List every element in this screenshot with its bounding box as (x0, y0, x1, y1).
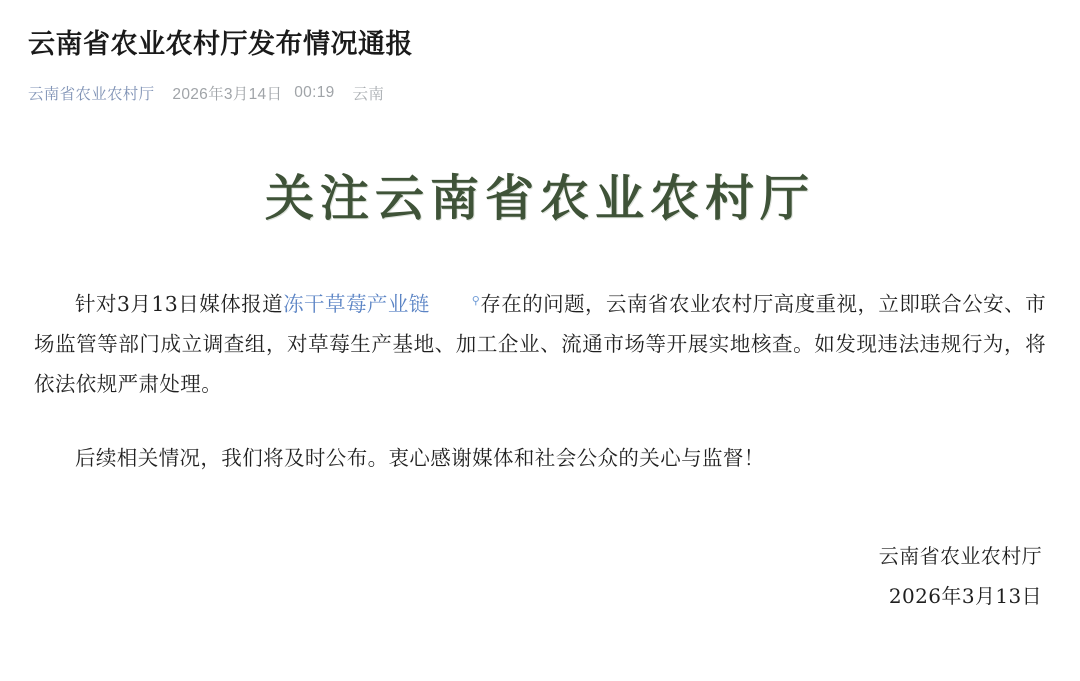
page-title: 云南省农业农村厅发布情况通报 (28, 29, 413, 59)
search-icon[interactable]: ⚲ (471, 293, 481, 307)
article-meta (0, 62, 1080, 104)
meta-source-link[interactable]: 云南省农业农村厅 (28, 86, 155, 104)
keyword-link[interactable]: 冻干草莓产业链 (283, 292, 430, 317)
banner-heading: 关注云南省农业农村厅 (264, 169, 815, 228)
signature-org: 云南省农业农村厅 (878, 544, 1042, 569)
banner (0, 160, 1080, 230)
article-body (0, 284, 1080, 478)
paragraph-1-before-link: 针对3月13日媒体报道 (75, 292, 284, 317)
signature-block (0, 536, 1080, 616)
meta-time: 00:19 (294, 84, 335, 102)
paragraph-1-after-link: 存在的问题，云南省农业农村厅高度重视，立即联合公安、市场监管等部门成立调查组，对草莓生产基地、加工企业、流通市场等开展实地核查。如发现违法违规行为，将依法依规严肃处理。 (34, 292, 1046, 397)
signature-date: 2026年3月13日 (888, 584, 1042, 609)
meta-location: 云南 (352, 86, 385, 104)
paragraph-1 (34, 284, 1046, 404)
meta-date: 2026年3月14日 (172, 86, 283, 104)
paragraph-2: 后续相关情况，我们将及时公布。衷心感谢媒体和社会公众的关心与监督！ (75, 446, 765, 471)
